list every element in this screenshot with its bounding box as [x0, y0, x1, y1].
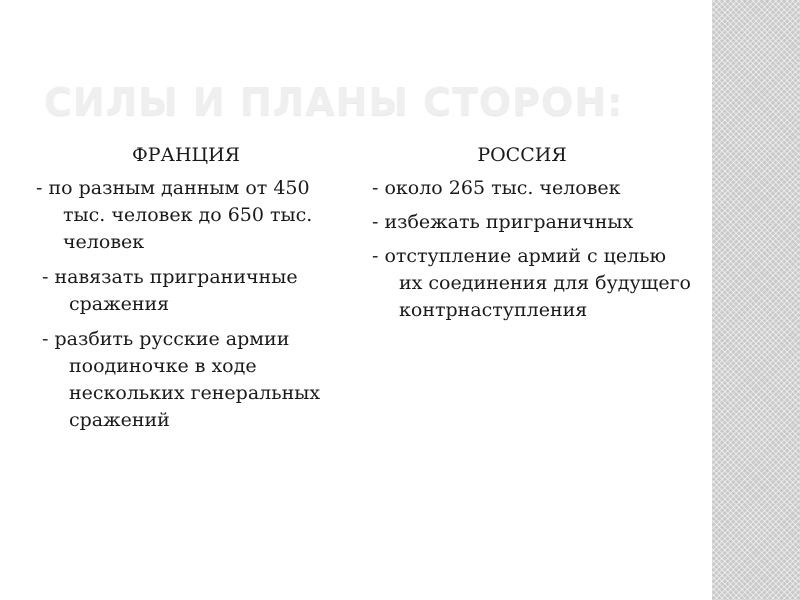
france-column: [36, 142, 336, 442]
france-item-forces: - по разным данным от 450 тыс. человек до 650 тыс. человек: [36, 177, 313, 253]
russia-item-forces: - около 265 тыс. человек: [372, 177, 621, 199]
decorative-side-stripe: [712, 0, 800, 600]
russia-item-retreat: - отступление армий с целью их соединения для будущего контрнаступления: [372, 245, 691, 321]
russia-column: [372, 142, 692, 331]
france-heading: ФРАНЦИЯ: [132, 144, 240, 166]
russia-heading: РОССИЯ: [477, 144, 567, 166]
russia-item-avoid-border: - избежать приграничных: [372, 211, 634, 233]
france-item-defeat-armies: - разбить русские армии поодиночке в ходе нескольких генеральных сражений: [42, 328, 321, 431]
france-item-border-battles: - навязать приграничные сражения: [42, 266, 298, 315]
slide-title: СИЛЫ И ПЛАНЫ СТОРОН:: [44, 80, 624, 124]
